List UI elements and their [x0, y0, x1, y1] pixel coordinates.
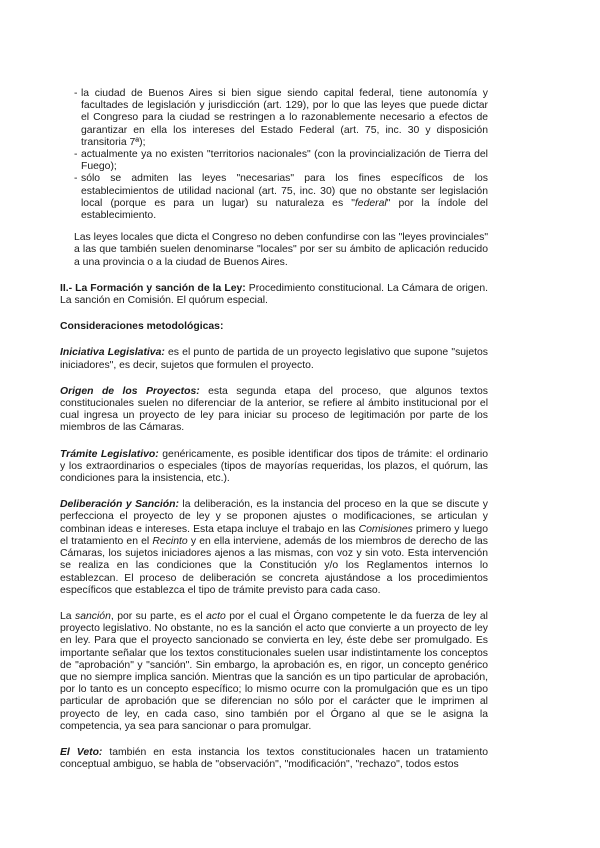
section-title: II.- La Formación y sanción de la Ley: [60, 282, 246, 294]
paragraph-origen [60, 386, 488, 435]
paragraph-veto [60, 747, 488, 771]
definition-origen: esta segunda etapa del proceso, que algunos textos constitucionales suelen no diferenciar de la anterior, se refiere al ámbito institucional por el cual ingresa un proyecto de ley para iniciar su proceso de legitimación por parte de los miembros de las Cámaras. [60, 385, 488, 434]
definition-tramite: genéricamente, es posible identificar dos tipos de trámite: el ordinario y los extraordinarios o especiales (tipos de mayorías requeridas, los plazos, el quórum, las condiciones para la insistencia, etc.). [60, 448, 488, 485]
emphasis-sancion: sanción [75, 610, 111, 622]
list-item-text: sólo se admiten las leyes "necesarias" para los fines específicos de los establecimientos de utilidad nacional (art. 75, inc. 30) que no obstante ser legislación local (porque es para un lugar) su naturaleza es " [81, 173, 488, 209]
section-text: Procedimiento constitucional. La Cámara de origen. La sanción en Comisión. El quórum especial. [60, 282, 488, 307]
section-heading-formacion [60, 283, 488, 307]
list-item [74, 149, 488, 173]
sancion-text-1: , por su parte, es el [110, 610, 207, 622]
term-veto: El Veto: [60, 746, 103, 758]
emphasis-federal: federal [354, 197, 387, 209]
paragraph-deliberacion [60, 499, 488, 597]
subheading-consideraciones: Consideraciones metodológicas: [60, 321, 224, 333]
deliberacion-text-3: y en ella interviene, además de los miembros de derecho de las Cámaras, los sujetos iniciadores ajenos a las mismas, con voz y sin voto. Esta intervención se realiza en las condiciones que la Constitución y/o los Reglamentos internos lo establezcan. El proceso de deliberación se concreta ajustándose a los procedimientos específicos que establezca el tipo de trámite previsto para cada caso. [60, 535, 488, 596]
paragraph-sancion [60, 611, 488, 733]
document-page [60, 88, 488, 771]
list-item-text-end: " por la índole del establecimiento. [81, 197, 488, 222]
deliberacion-text-1: la deliberación, es la instancia del proceso en la que se discute y perfecciona el proyecto de ley y se proponen ajustes o modificaciones, se articulan y combinan ideas e intereses. Esta etapa incluye el trabajo en las [60, 499, 488, 535]
bullet-dash: - [74, 173, 78, 185]
emphasis-acto: acto [206, 610, 226, 622]
bullet-list [74, 88, 488, 222]
list-item [74, 173, 488, 222]
bullet-dash: - [74, 88, 78, 99]
emphasis-comisiones: Comisiones [358, 523, 413, 535]
paragraph-iniciativa [60, 347, 488, 371]
definition-veto: también en esta instancia los textos constitucionales hacen un tratamiento conceptual ambiguo, se habla de "observación", "modificación", "rechazo", todos estos [60, 746, 488, 771]
list-item [74, 88, 488, 149]
emphasis-recinto: Recinto [152, 535, 188, 547]
term-iniciativa: Iniciativa Legislativa: [60, 347, 165, 359]
list-item-text: la ciudad de Buenos Aires si bien sigue siendo capital federal, tiene autonomía y facultades de legislación y jurisdicción (art. 129), por lo que las leyes que puede dictar el Congreso para la ciudad se restringen a lo razonablemente necesario a efectos de garantizar en ella los intereses del Estado Federal (art. 75, inc. 30 y disposición transitoria 7ª); [81, 88, 488, 148]
list-item-text: actualmente ya no existen "territorios nacionales" (con la provincialización de Tierra del Fuego); [81, 149, 488, 173]
sancion-text-0: La [60, 610, 76, 622]
deliberacion-text-2: primero y luego el tratamiento en el [60, 523, 488, 547]
sancion-text-2: por el cual el Órgano competente le da fuerza de ley al proyecto legislativo. No obstante, no es la sanción el acto que convierte a un proyecto de ley en ley. Para que el proyecto sancionado se convierta en ley, éste debe ser promulgado. Es importante señalar que los textos constitucionales suelen usar indistintamente los conceptos de "aprobación" y "sanción". Sin embargo, la aprobación es, en rigor, un concepto genérico que no siempre implica sanción. Mientras que la sanción es un tipo particular de aprobación, por lo tanto es un concepto específico; lo mismo ocurre con la promulgación que es un tipo particular de aprobación que se diferencian no sólo por el carácter que le imprimen al proyecto de ley, en cada caso, sino también por el Órgano al que se le asigna la competencia, ya sea para sancionar o para promulgar. [60, 610, 488, 732]
bullet-dash: - [74, 149, 78, 161]
term-tramite: Trámite Legislativo: [60, 448, 159, 460]
term-origen: Origen de los Proyectos: [60, 385, 200, 397]
paragraph-leyes-locales: Las leyes locales que dicta el Congreso no deben confundirse con las "leyes provinciales" a las que también suelen denominarse "locales" por ser su ámbito de aplicación reducido a una provincia o a la ciudad de Buenos Aires. [74, 232, 489, 268]
paragraph-tramite [60, 449, 488, 486]
definition-iniciativa: es el punto de partida de un proyecto legislativo que supone "sujetos iniciadores", es decir, sujetos que formulen el proyecto. [60, 347, 488, 371]
term-deliberacion: Deliberación y Sanción: [60, 499, 179, 511]
